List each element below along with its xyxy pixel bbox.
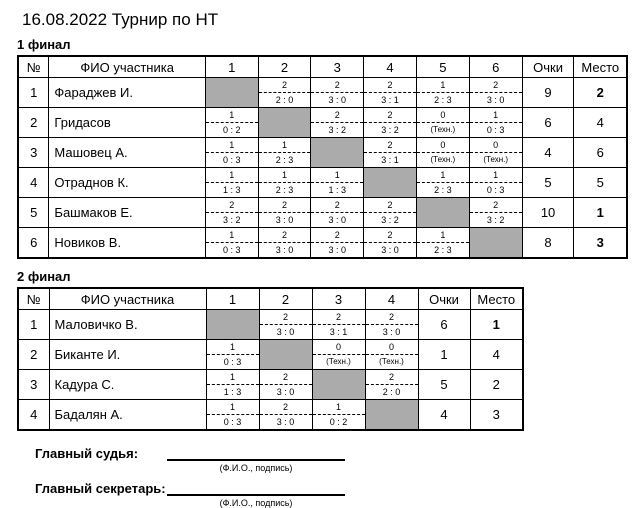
set-score: 3 : 2 bbox=[223, 215, 241, 225]
set-score: 3 : 0 bbox=[486, 95, 505, 105]
table-row bbox=[18, 78, 627, 108]
match-points-won: 1 bbox=[470, 168, 522, 183]
diagonal-cell bbox=[259, 340, 312, 370]
diagonal-cell bbox=[364, 168, 417, 198]
match-points-won: 2 bbox=[470, 198, 522, 213]
row-number: 5 bbox=[18, 198, 49, 228]
match-points-won: 0 bbox=[366, 340, 418, 355]
chief-referee-row bbox=[17, 444, 628, 473]
set-score: 3 : 0 bbox=[276, 417, 295, 427]
row-number: 3 bbox=[18, 138, 49, 168]
match-points-won: 2 bbox=[313, 310, 365, 325]
col-header-participant-name: ФИО участника bbox=[49, 56, 206, 78]
results-table-final-1 bbox=[17, 55, 628, 259]
signature-block bbox=[17, 444, 628, 508]
signature-caption: (Ф.И.О., подпись) bbox=[219, 498, 293, 508]
table-row bbox=[18, 340, 523, 370]
set-score: 1 : 3 bbox=[223, 387, 242, 397]
set-score: 3 : 0 bbox=[276, 327, 295, 337]
place-value: 1 bbox=[574, 198, 627, 228]
match-result-cell bbox=[365, 340, 418, 370]
col-header-opponent-2: 2 bbox=[258, 56, 311, 78]
participant-name: Фараджев И. bbox=[49, 78, 206, 108]
set-score: 3 : 2 bbox=[381, 215, 399, 225]
set-score: 3 : 0 bbox=[328, 245, 347, 255]
diagonal-cell bbox=[206, 310, 259, 340]
match-points-won: 1 bbox=[470, 108, 522, 123]
set-score: 1 : 3 bbox=[223, 185, 241, 195]
set-score: 0 : 3 bbox=[223, 357, 242, 367]
points-value: 4 bbox=[522, 138, 574, 168]
chief-referee-signature-area bbox=[167, 444, 345, 473]
match-result-cell bbox=[259, 310, 312, 340]
set-score: 3 : 0 bbox=[382, 327, 401, 337]
match-points-won: 1 bbox=[206, 168, 258, 183]
match-points-won: 1 bbox=[313, 400, 365, 415]
table-row bbox=[18, 168, 627, 198]
set-score: (Техн.) bbox=[379, 357, 404, 366]
match-points-won: 2 bbox=[259, 228, 311, 243]
row-number: 2 bbox=[18, 108, 49, 138]
match-points-won: 2 bbox=[260, 400, 312, 415]
diagonal-cell bbox=[469, 228, 522, 259]
match-points-won: 2 bbox=[311, 198, 363, 213]
match-points-won: 1 bbox=[417, 168, 469, 183]
points-value: 1 bbox=[418, 340, 470, 370]
match-result-cell bbox=[311, 108, 364, 138]
place-value: 1 bbox=[470, 310, 523, 340]
diagonal-cell bbox=[258, 108, 311, 138]
set-score: 3 : 0 bbox=[276, 387, 295, 397]
place-value: 5 bbox=[574, 168, 627, 198]
set-score: 2 : 3 bbox=[434, 245, 452, 255]
participant-name: Гридасов bbox=[49, 108, 206, 138]
match-result-cell bbox=[259, 400, 312, 431]
match-points-won: 1 bbox=[206, 228, 258, 243]
match-result-cell bbox=[258, 78, 311, 108]
match-points-won: 1 bbox=[311, 168, 363, 183]
col-header-opponent-6: 6 bbox=[469, 56, 522, 78]
signature-line bbox=[167, 479, 345, 496]
points-value: 6 bbox=[418, 310, 470, 340]
col-header-opponent-4: 4 bbox=[365, 288, 418, 310]
match-points-won: 1 bbox=[417, 228, 469, 243]
col-header-number: № bbox=[18, 56, 49, 78]
set-score: 0 : 3 bbox=[223, 245, 241, 255]
col-header-opponent-4: 4 bbox=[364, 56, 417, 78]
match-points-won: 1 bbox=[207, 400, 259, 415]
col-header-points: Очки bbox=[418, 288, 470, 310]
set-score: 3 : 0 bbox=[275, 215, 294, 225]
set-score: 2 : 0 bbox=[382, 387, 401, 397]
col-header-opponent-2: 2 bbox=[259, 288, 312, 310]
place-value: 6 bbox=[574, 138, 627, 168]
points-value: 6 bbox=[522, 108, 574, 138]
match-result-cell bbox=[416, 168, 469, 198]
header-row bbox=[18, 56, 627, 78]
set-score: (Техн.) bbox=[483, 155, 509, 164]
set-score: 3 : 0 bbox=[275, 245, 294, 255]
match-result-cell bbox=[312, 340, 365, 370]
section-2-label: 2 финал bbox=[17, 269, 71, 284]
set-score: 3 : 0 bbox=[381, 245, 399, 255]
match-result-cell bbox=[205, 198, 258, 228]
set-score: 3 : 1 bbox=[329, 327, 348, 337]
points-value: 9 bbox=[522, 78, 574, 108]
participant-name: Новиков В. bbox=[49, 228, 206, 259]
points-value: 8 bbox=[522, 228, 574, 259]
match-result-cell bbox=[258, 198, 311, 228]
match-result-cell bbox=[312, 400, 365, 431]
place-value: 2 bbox=[470, 370, 523, 400]
section-1-label: 1 финал bbox=[17, 37, 71, 52]
match-points-won: 0 bbox=[417, 138, 469, 153]
match-result-cell bbox=[416, 228, 469, 259]
set-score: 3 : 1 bbox=[381, 155, 399, 165]
participant-name: Маловичко В. bbox=[49, 310, 206, 340]
match-result-cell bbox=[365, 370, 418, 400]
match-points-won: 0 bbox=[417, 108, 469, 123]
match-result-cell bbox=[258, 168, 311, 198]
set-score: 3 : 2 bbox=[486, 215, 505, 225]
set-score: 2 : 3 bbox=[434, 185, 452, 195]
match-result-cell bbox=[311, 198, 364, 228]
match-result-cell bbox=[364, 138, 417, 168]
participant-name: Отраднов К. bbox=[49, 168, 206, 198]
set-score: 1 : 3 bbox=[328, 185, 347, 195]
match-result-cell bbox=[364, 78, 417, 108]
match-result-cell bbox=[469, 138, 522, 168]
table-row bbox=[18, 400, 523, 431]
signature-line bbox=[167, 444, 345, 461]
match-result-cell bbox=[258, 228, 311, 259]
match-result-cell bbox=[258, 138, 311, 168]
match-result-cell bbox=[469, 78, 522, 108]
place-value: 3 bbox=[574, 228, 627, 259]
match-points-won: 1 bbox=[206, 138, 258, 153]
table-row bbox=[18, 138, 627, 168]
chief-secretary-row bbox=[17, 479, 628, 508]
row-number: 3 bbox=[18, 370, 49, 400]
row-number: 4 bbox=[18, 168, 49, 198]
table-row bbox=[18, 108, 627, 138]
match-result-cell bbox=[364, 198, 417, 228]
col-header-opponent-3: 3 bbox=[312, 288, 365, 310]
match-result-cell bbox=[416, 78, 469, 108]
match-result-cell bbox=[365, 310, 418, 340]
match-points-won: 2 bbox=[206, 198, 258, 213]
match-result-cell bbox=[416, 138, 469, 168]
col-header-participant-name: ФИО участника bbox=[49, 288, 206, 310]
match-points-won: 0 bbox=[313, 340, 365, 355]
table-row bbox=[18, 228, 627, 259]
set-score: 3 : 0 bbox=[328, 215, 347, 225]
set-score: 2 : 0 bbox=[275, 95, 294, 105]
match-points-won: 2 bbox=[260, 310, 312, 325]
col-header-opponent-3: 3 bbox=[311, 56, 364, 78]
match-points-won: 2 bbox=[364, 78, 416, 93]
match-points-won: 1 bbox=[259, 168, 311, 183]
col-header-place: Место bbox=[574, 56, 627, 78]
results-table-final-2 bbox=[17, 287, 524, 431]
match-points-won: 2 bbox=[311, 108, 363, 123]
set-score: (Техн.) bbox=[430, 125, 456, 134]
match-points-won: 2 bbox=[364, 198, 416, 213]
points-value: 4 bbox=[418, 400, 470, 431]
place-value: 2 bbox=[574, 78, 627, 108]
match-points-won: 0 bbox=[470, 138, 522, 153]
match-result-cell bbox=[312, 310, 365, 340]
chief-referee-label: Главный судья: bbox=[35, 446, 139, 461]
place-value: 3 bbox=[470, 400, 523, 431]
match-result-cell bbox=[416, 108, 469, 138]
header-row bbox=[18, 288, 523, 310]
table-row bbox=[18, 370, 523, 400]
row-number: 1 bbox=[18, 78, 49, 108]
match-points-won: 2 bbox=[260, 370, 312, 385]
match-result-cell bbox=[469, 168, 522, 198]
match-result-cell bbox=[205, 228, 258, 259]
match-points-won: 2 bbox=[364, 228, 416, 243]
diagonal-cell bbox=[312, 370, 365, 400]
match-points-won: 2 bbox=[259, 198, 311, 213]
set-score: 3 : 0 bbox=[328, 95, 347, 105]
set-score: 0 : 3 bbox=[486, 185, 505, 195]
set-score: 0 : 2 bbox=[223, 125, 241, 135]
diagonal-cell bbox=[205, 78, 258, 108]
col-header-opponent-1: 1 bbox=[206, 288, 259, 310]
match-points-won: 1 bbox=[207, 340, 259, 355]
match-points-won: 1 bbox=[206, 108, 258, 123]
diagonal-cell bbox=[365, 400, 418, 431]
set-score: 3 : 2 bbox=[381, 125, 399, 135]
section-final-2 bbox=[17, 269, 628, 431]
row-number: 6 bbox=[18, 228, 49, 259]
set-score: 2 : 3 bbox=[275, 155, 294, 165]
set-score: 0 : 2 bbox=[329, 417, 348, 427]
set-score: 3 : 2 bbox=[328, 125, 347, 135]
match-points-won: 2 bbox=[470, 78, 522, 93]
match-result-cell bbox=[469, 108, 522, 138]
match-result-cell bbox=[205, 108, 258, 138]
participant-name: Биканте И. bbox=[49, 340, 206, 370]
match-points-won: 2 bbox=[366, 310, 418, 325]
match-result-cell bbox=[206, 370, 259, 400]
diagonal-cell bbox=[311, 138, 364, 168]
match-result-cell bbox=[364, 228, 417, 259]
col-header-number: № bbox=[18, 288, 49, 310]
match-result-cell bbox=[206, 340, 259, 370]
col-header-opponent-1: 1 bbox=[205, 56, 258, 78]
points-value: 5 bbox=[418, 370, 470, 400]
set-score: (Техн.) bbox=[326, 357, 351, 366]
page-title: 16.08.2022 Турнир по НТ bbox=[22, 10, 219, 29]
match-points-won: 1 bbox=[417, 78, 469, 93]
match-result-cell bbox=[205, 138, 258, 168]
match-points-won: 2 bbox=[311, 78, 363, 93]
match-result-cell bbox=[311, 78, 364, 108]
row-number: 4 bbox=[18, 400, 49, 431]
match-result-cell bbox=[205, 168, 258, 198]
match-result-cell bbox=[469, 198, 522, 228]
participant-name: Башмаков Е. bbox=[49, 198, 206, 228]
table-row bbox=[18, 198, 627, 228]
set-score: 0 : 3 bbox=[486, 125, 505, 135]
set-score: 0 : 3 bbox=[223, 155, 241, 165]
row-number: 1 bbox=[18, 310, 49, 340]
chief-secretary-label: Главный секретарь: bbox=[35, 481, 166, 496]
col-header-points: Очки bbox=[522, 56, 574, 78]
col-header-opponent-5: 5 bbox=[416, 56, 469, 78]
set-score: (Техн.) bbox=[430, 155, 456, 164]
place-value: 4 bbox=[574, 108, 627, 138]
match-result-cell bbox=[206, 400, 259, 431]
signature-caption: (Ф.И.О., подпись) bbox=[219, 463, 293, 473]
col-header-place: Место bbox=[470, 288, 523, 310]
match-result-cell bbox=[311, 228, 364, 259]
set-score: 0 : 3 bbox=[223, 417, 242, 427]
match-result-cell bbox=[259, 370, 312, 400]
match-points-won: 2 bbox=[259, 78, 311, 93]
match-points-won: 2 bbox=[364, 108, 416, 123]
match-points-won: 1 bbox=[259, 138, 311, 153]
points-value: 10 bbox=[522, 198, 574, 228]
match-points-won: 1 bbox=[207, 370, 259, 385]
section-final-1 bbox=[17, 37, 628, 259]
row-number: 2 bbox=[18, 340, 49, 370]
match-points-won: 2 bbox=[311, 228, 363, 243]
match-points-won: 2 bbox=[366, 370, 418, 385]
participant-name: Машовец А. bbox=[49, 138, 206, 168]
set-score: 2 : 3 bbox=[434, 95, 452, 105]
place-value: 4 bbox=[470, 340, 523, 370]
chief-secretary-signature-area bbox=[167, 479, 345, 508]
match-result-cell bbox=[364, 108, 417, 138]
participant-name: Бадалян А. bbox=[49, 400, 206, 431]
table-row bbox=[18, 310, 523, 340]
set-score: 3 : 1 bbox=[381, 95, 399, 105]
points-value: 5 bbox=[522, 168, 574, 198]
participant-name: Кадура С. bbox=[49, 370, 206, 400]
set-score: 2 : 3 bbox=[275, 185, 294, 195]
diagonal-cell bbox=[416, 198, 469, 228]
match-result-cell bbox=[311, 168, 364, 198]
match-points-won: 2 bbox=[364, 138, 416, 153]
